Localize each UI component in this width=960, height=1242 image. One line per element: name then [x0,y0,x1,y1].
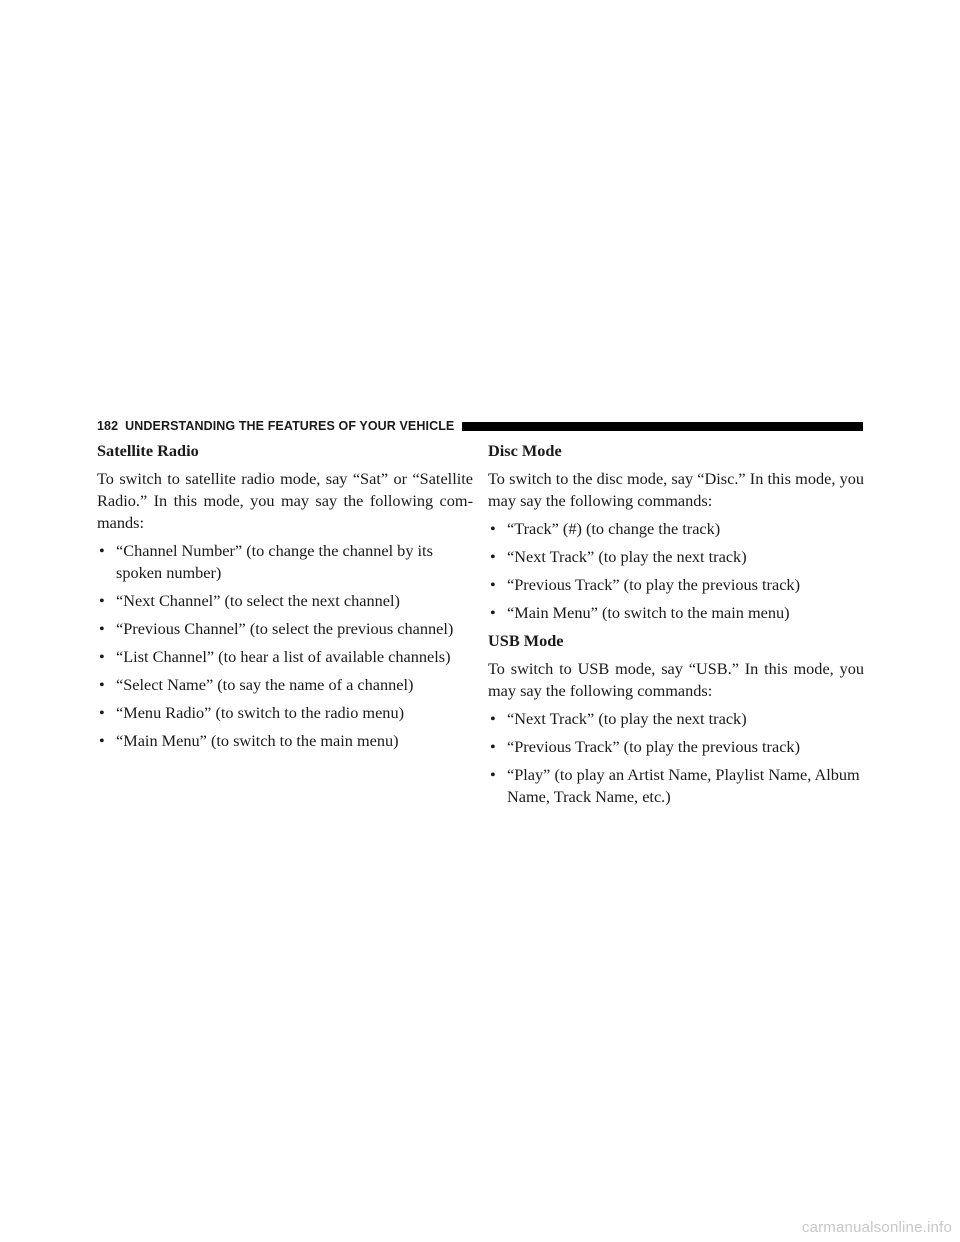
list-item: • “Play” (to play an Artist Name, Playlist Name, Album Name, Track Name, etc.) [490,765,860,806]
list-item: • “Track” (#) (to change the track) [490,519,721,538]
disc-mode-command-list [488,518,864,624]
bullet-icon: • [490,737,496,756]
list-item: • “Next Track” (to play the next track) [490,547,747,566]
bullet-icon: • [99,703,105,722]
watermark: carmanualsonline.info [801,1219,952,1236]
right-column [488,440,864,814]
section-title: UNDERSTANDING THE FEATURES OF YOUR VEHICLE [125,419,455,433]
list-item: • “Previous Channel” (to select the previous channel) [99,619,454,638]
satellite-radio-intro: To switch to satellite radio mode, say “Sat” or “Satellite Radio.” In this mode, you may say the following com- mands: [97,469,473,532]
usb-mode-command-list [488,708,864,808]
header-rule [462,422,863,431]
bullet-icon: • [99,647,105,666]
list-item: • “Next Track” (to play the next track) [490,709,747,728]
bullet-icon: • [99,541,105,560]
list-item: • “Previous Track” (to play the previous track) [490,737,800,756]
bullet-icon: • [490,547,496,566]
bullet-icon: • [99,591,105,610]
satellite-radio-heading: Satellite Radio [97,441,199,460]
bullet-icon: • [99,675,105,694]
bullet-icon: • [490,709,496,728]
bullet-icon: • [99,731,105,750]
left-column [97,440,473,758]
page-number: 182 [97,419,119,433]
satellite-radio-command-list [97,540,473,752]
list-item: • “Next Channel” (to select the next channel) [99,591,400,610]
list-item: • “Menu Radio” (to switch to the radio menu) [99,703,405,722]
usb-mode-heading: USB Mode [488,631,564,650]
list-item: • “Main Menu” (to switch to the main menu) [490,603,790,622]
usb-mode-intro: To switch to USB mode, say “USB.” In this mode, you may say the following commands: [488,659,864,700]
list-item: • “Previous Track” (to play the previous track) [490,575,800,594]
list-item: • “Main Menu” (to switch to the main menu) [99,731,399,750]
bullet-icon: • [490,575,496,594]
page-header [97,419,863,433]
bullet-icon: • [490,603,496,622]
list-item: • “Select Name” (to say the name of a channel) [99,675,414,694]
disc-mode-intro: To switch to the disc mode, say “Disc.” In this mode, you may say the following commands: [488,469,864,510]
bullet-icon: • [99,619,105,638]
disc-mode-heading: Disc Mode [488,441,562,460]
bullet-icon: • [490,519,496,538]
list-item: • “Channel Number” (to change the channel by its spoken number) [99,541,433,582]
bullet-icon: • [490,765,496,784]
list-item: • “List Channel” (to hear a list of available channels) [99,647,451,666]
